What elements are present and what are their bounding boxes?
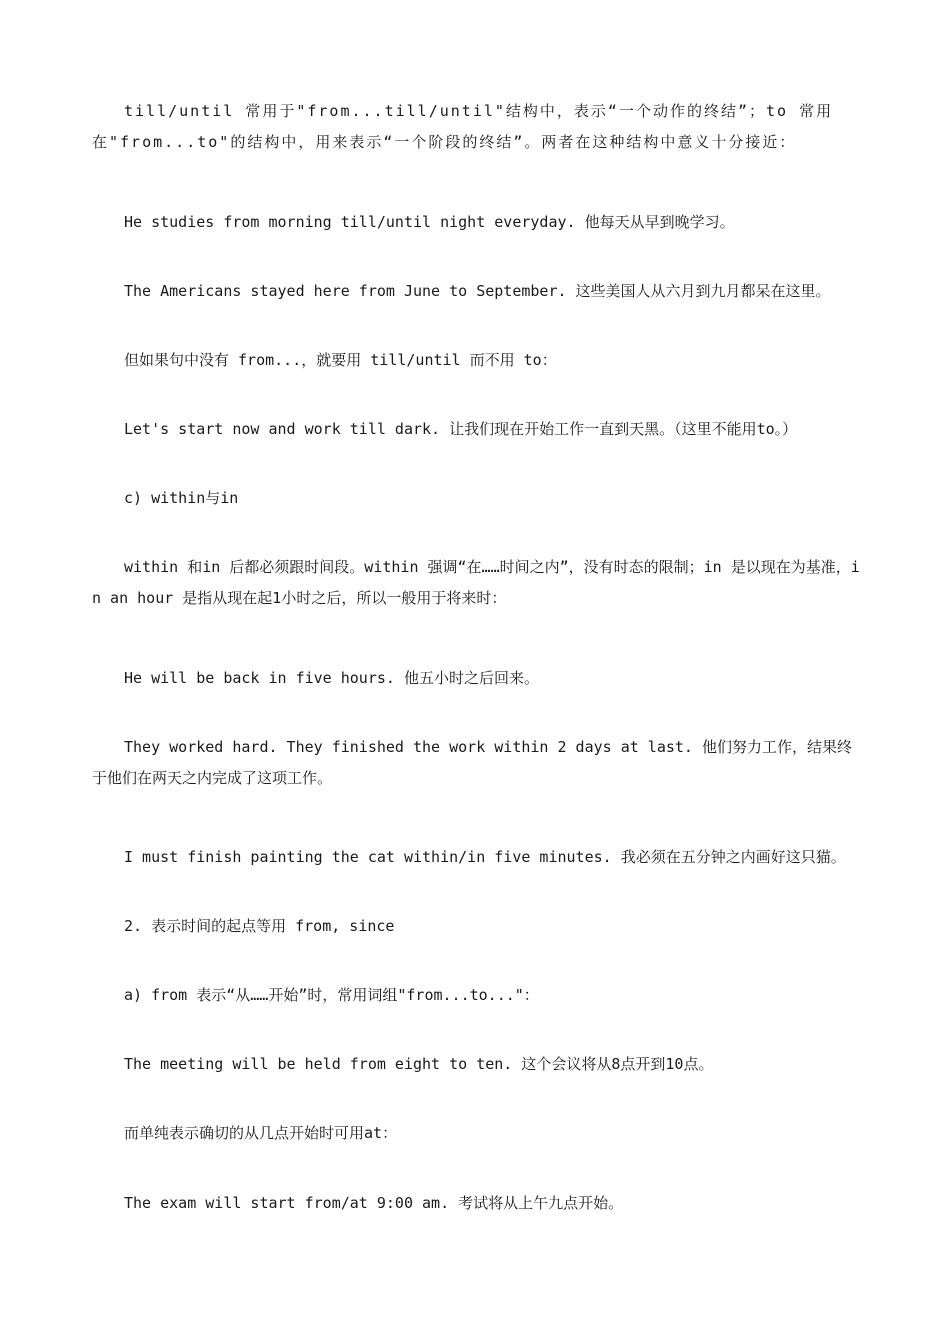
paragraph-till-until-intro: till/until 常用于"from...till/until"结构中，表示“一个动作的终结”；to 常用在"from...to"的结构中，用来表示“一个阶段的终结”。两者在这种结构中意义十分接近： (92, 102, 834, 151)
example-sentence-americans: The Americans stayed here from June to September. 这些美国人从六月到九月都呆在这里。 (124, 282, 831, 300)
section-heading-within-in: c) within与in (124, 489, 239, 507)
section-heading-from-since: 2. 表示时间的起点等用 from, since (124, 917, 395, 935)
example-sentence-back-in-five-hours: He will be back in five hours. 他五小时之后回来。 (124, 669, 539, 687)
paragraph-without-from: 但如果句中没有 from...，就要用 till/until 而不用 to： (124, 351, 557, 369)
paragraph-from-meaning: a) from 表示“从……开始”时，常用词组"from...to..."： (124, 986, 539, 1004)
example-sentence-studies: He studies from morning till/until night everyday. 他每天从早到晚学习。 (124, 213, 735, 231)
example-sentence-meeting: The meeting will be held from eight to ten. 这个会议将从8点开到10点。 (124, 1055, 714, 1073)
paragraph-at-usage: 而单纯表示确切的从几点开始时可用at： (124, 1124, 398, 1142)
example-sentence-exam: The exam will start from/at 9:00 am. 考试将从上午九点开始。 (124, 1194, 624, 1212)
example-sentence-till-dark: Let's start now and work till dark. 让我们现在开始工作一直到天黑。（这里不能用to。） (124, 420, 798, 438)
example-sentence-painting-cat: I must finish painting the cat within/in five minutes. 我必须在五分钟之内画好这只猫。 (124, 848, 846, 866)
paragraph-within-in-explanation: within 和in 后都必须跟时间段。within 强调“在……时间之内”，没有时态的限制；in 是以现在为基准，in an hour 是指从现在起1小时之后，所以一般用于将来时： (92, 558, 860, 607)
example-sentence-worked-hard: They worked hard. They finished the work within 2 days at last. 他们努力工作，结果终于他们在两天之内完成了这项工作。 (92, 738, 852, 787)
